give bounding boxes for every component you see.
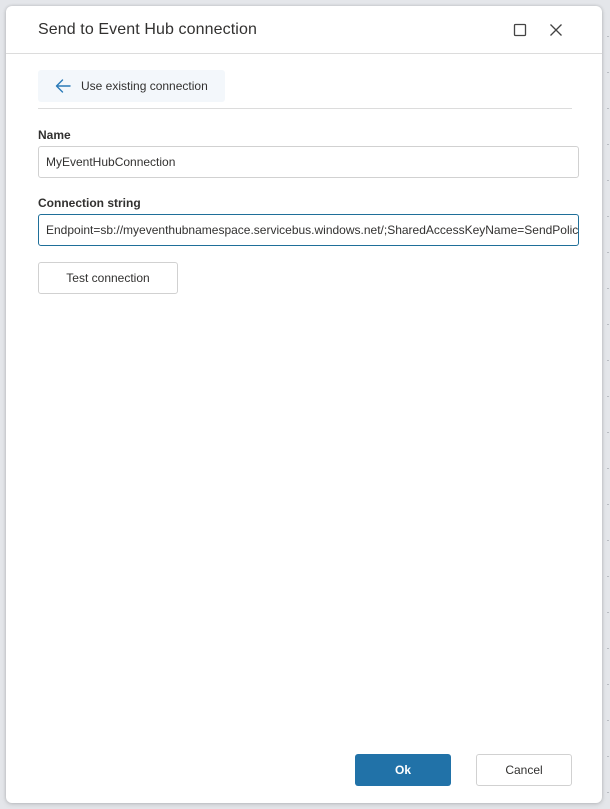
background-edge-ticks — [606, 0, 610, 809]
dialog-header — [6, 6, 602, 54]
maximize-button[interactable] — [509, 19, 531, 41]
use-existing-connection-label: Use existing connection — [81, 79, 208, 93]
section-divider — [38, 108, 572, 109]
dialog-title: Send to Event Hub connection — [38, 21, 257, 38]
arrow-left-icon — [54, 77, 72, 95]
send-to-event-hub-dialog — [6, 6, 602, 803]
name-label: Name — [38, 128, 71, 142]
connection-string-label: Connection string — [38, 196, 141, 210]
maximize-icon — [513, 23, 527, 37]
cancel-button[interactable]: Cancel — [476, 754, 572, 786]
name-input-value: MyEventHubConnection — [46, 155, 176, 169]
use-existing-connection-button[interactable] — [38, 70, 225, 102]
name-input[interactable] — [38, 146, 579, 178]
connection-string-input-value: Endpoint=sb://myeventhubnamespace.servicebus.windows.net/;SharedAccessKeyName=SendPolic — [46, 223, 578, 237]
ok-button[interactable]: Ok — [355, 754, 451, 786]
close-icon — [549, 23, 563, 37]
test-connection-button[interactable]: Test connection — [38, 262, 178, 294]
close-button[interactable] — [545, 19, 567, 41]
connection-string-input[interactable] — [38, 214, 579, 246]
